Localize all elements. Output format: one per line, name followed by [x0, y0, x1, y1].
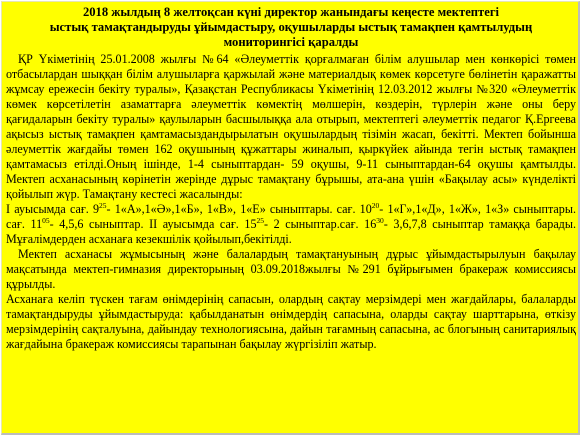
schedule-text: - 4,5,6 сыныптар. ІІ ауысымда сағ. 15: [49, 216, 257, 231]
schedule-text: - 1«А»,1«Ә»,1«Б», 1«В», 1«Е» сыныптары. сағ. 10: [106, 201, 372, 216]
schedule-text: - 2 сыныптар.сағ. 16: [264, 216, 377, 231]
schedule-text: - 1«Г»,1«Д», 1«Ж», 1«З» сыныптары. сағ. 11: [6, 201, 576, 231]
document-body: [6, 52, 576, 352]
schedule-text: - 3,6,7,8 сыныптар тамаққа барады. Мұғалімдерден асханаға кезекшілік қойылып,бекітілді.: [6, 216, 576, 246]
title-line-3: мониторингісі қаралды: [223, 35, 359, 50]
slide-content: [6, 5, 576, 352]
title-line-1: 2018 жылдың 8 желтоқсан күні директор жанындағы кеңесте мектептегі: [82, 5, 500, 19]
time-superscript: 25: [256, 215, 264, 225]
paragraph-commission: Мектеп асханасы жұмысының және балалардың тамақтануының дұрыс ұйымдастырылуын бақылау мақсатында мектеп-гимназия директорының 03.09.2018жылғы №291 бұйрығымен бракераж комиссиясы құрылды.: [6, 246, 576, 291]
time-superscript: 05: [42, 215, 50, 225]
document-title: [6, 5, 576, 51]
time-superscript: 20: [371, 200, 380, 210]
time-superscript: 25: [99, 200, 107, 210]
title-line-2: ыстық тамақтандыруды ұйымдастыру, оқушыларды ыстық тамақпен қамтылудың: [49, 20, 533, 35]
paragraph-quality-control: Асханаға келіп түскен тағам өнімдерінің сапасын, олардың сақтау мерзімдері мен жағдайлары, балаларды тамақтандыруды ұйымдастыруда: қабылданатын өнімдердің сапасына, оларды сақтау шарттарына, өткізу мерзімдерінің сақталуына, дайындау технологиясына, дайын тағамның сапасына, ас блогының санитариялық жағдайына бракераж комиссиясы тарапынан бақылау жүргізіліп жатыр.: [6, 291, 576, 351]
schedule-lead: І ауысымда сағ. 9: [6, 201, 100, 216]
time-superscript: 30: [376, 215, 384, 225]
paragraph-schedule: [6, 202, 576, 247]
paragraph-decrees: ҚР Үкіметінің 25.01.2008 жылғы №64 «Әлеуметтік қорғалмаған білім алушылар мен көнкөрісі төмен отбасылардан шыққан білім алушыларға қаржылай және материалдық көмек көрсетуге бөлінетін қаражатты жұмсау ережесін бекіту туралы», Қазақстан Республикасы Үкіметінің 12.03.2012 жылғы №320 «Әлеуметтік көмек көрсетілетін азаматтарға әлеуметтік көмектің мөлшерін, көздерін, түрлерін және оны беру қағидаларын бекіту туралы» қаулыларын басшылыққа ала отырып, мектептегі әлеуметтік педагог Қ.Ергеева ақысыз ыстық тамақпен қамтамасыздандырылатын оқушылардың тізімін жасап, бекітті. Мектеп бойынша әлеуметтік жағдайы төмен 162 оқушының құжаттары жиналып, қыркүйек айында тегін ыстық тамақпен қамтамасыз етілді.Оның ішінде, 1-4 сыныптардан- 59 оқушы, 9-11 сыныптардан-64 оқушы қамтылды. Мектеп асханасының көрінетін жерінде дұрыс тамақтану бұрышы, ата-ана үшін «Бақылау асы» күнделікті қойылып жүр. Тамақтану кестесі жасалынды:: [6, 51, 576, 201]
slide: [1, 1, 580, 435]
